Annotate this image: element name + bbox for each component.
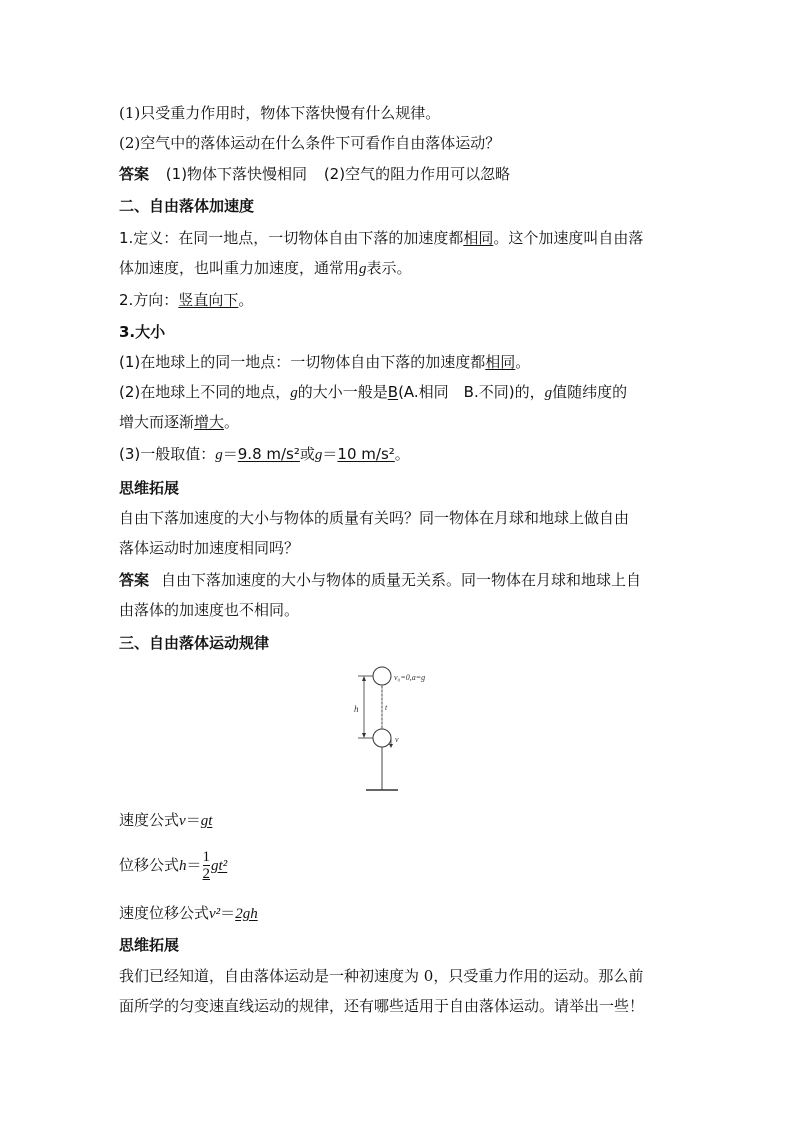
size-title: 3.大小 (119, 323, 166, 341)
question-1: (1)只受重力作用时，物体下落快慢有什么规律。 (119, 104, 441, 122)
time-label: t (385, 703, 388, 712)
velocity-displacement-formula: 速度位移公式v²＝2gh (119, 904, 258, 922)
extension-2-line-2: 面所学的匀变速直线运动的规律，还有哪些适用于自由落体运动。请举出一些！ (119, 997, 645, 1015)
height-arrow-head-up (362, 676, 366, 681)
answer-1 (119, 164, 510, 184)
answer-1b: (2)空气的阻力作用可以忽略 (323, 165, 511, 183)
answer-2-line-2: 由落体的加速度也不相同。 (119, 601, 300, 619)
ball-bottom (373, 729, 391, 747)
initial-state-label: v₀=0,a=g (394, 673, 426, 682)
extension-2-title: 思维拓展 (119, 936, 180, 954)
ball-top (373, 667, 391, 685)
definition-line-1: 1.定义：在同一地点，一切物体自由下落的加速度都相同。这个加速度叫自由落 (119, 229, 644, 247)
section-3-title: 三、自由落体运动规律 (119, 634, 270, 652)
velocity-label: v (395, 735, 399, 744)
size-line-2: (2)在地球上不同的地点，g的大小一般是B(A.相同 B.不同)的，g值随纬度的 (119, 383, 628, 401)
answer-1a: (1)物体下落快慢相同 (165, 165, 308, 183)
direction-line: 2.方向：竖直向下。 (119, 291, 254, 309)
extension-1-line-1: 自由下落加速度的大小与物体的质量有关吗？同一物体在月球和地球上做自由 (119, 509, 630, 527)
height-arrow-head-down (362, 733, 366, 738)
definition-line-2: 体加速度，也叫重力加速度，通常用g表示。 (119, 259, 412, 277)
velocity-arrow-head (389, 744, 393, 748)
section-2-title: 二、自由落体加速度 (119, 197, 255, 215)
size-line-3: (3)一般取值：g＝9.8 m/s²或g＝10 m/s²。 (119, 445, 410, 463)
height-label: h (354, 704, 359, 714)
question-2: (2)空气中的落体运动在什么条件下可看作自由落体运动？ (119, 134, 501, 152)
displacement-formula: 位移公式h＝ $\frac{1}{2}$ gt² (119, 849, 228, 882)
velocity-formula: 速度公式v＝gt (119, 811, 213, 829)
fraction-one-half: $\frac{1}{2}$ (202, 849, 211, 882)
size-line-2b: 增大而逐渐增大。 (119, 413, 240, 431)
size-line-1: (1)在地球上的同一地点：一切物体自由下落的加速度都相同。 (119, 353, 531, 371)
free-fall-diagram (340, 660, 460, 795)
extension-2-line-1: 我们已经知道，自由落体运动是一种初速度为 0，只受重力作用的运动。那么前 (119, 967, 644, 985)
extension-1-line-2: 落体运动时加速度相同吗？ (119, 539, 300, 557)
answer-label: 答案 (119, 165, 150, 183)
answer-2-line-1: 答案 自由下落加速度的大小与物体的质量无关系。同一物体在月球和地球上自 (119, 571, 642, 589)
extension-1-title: 思维拓展 (119, 479, 180, 497)
